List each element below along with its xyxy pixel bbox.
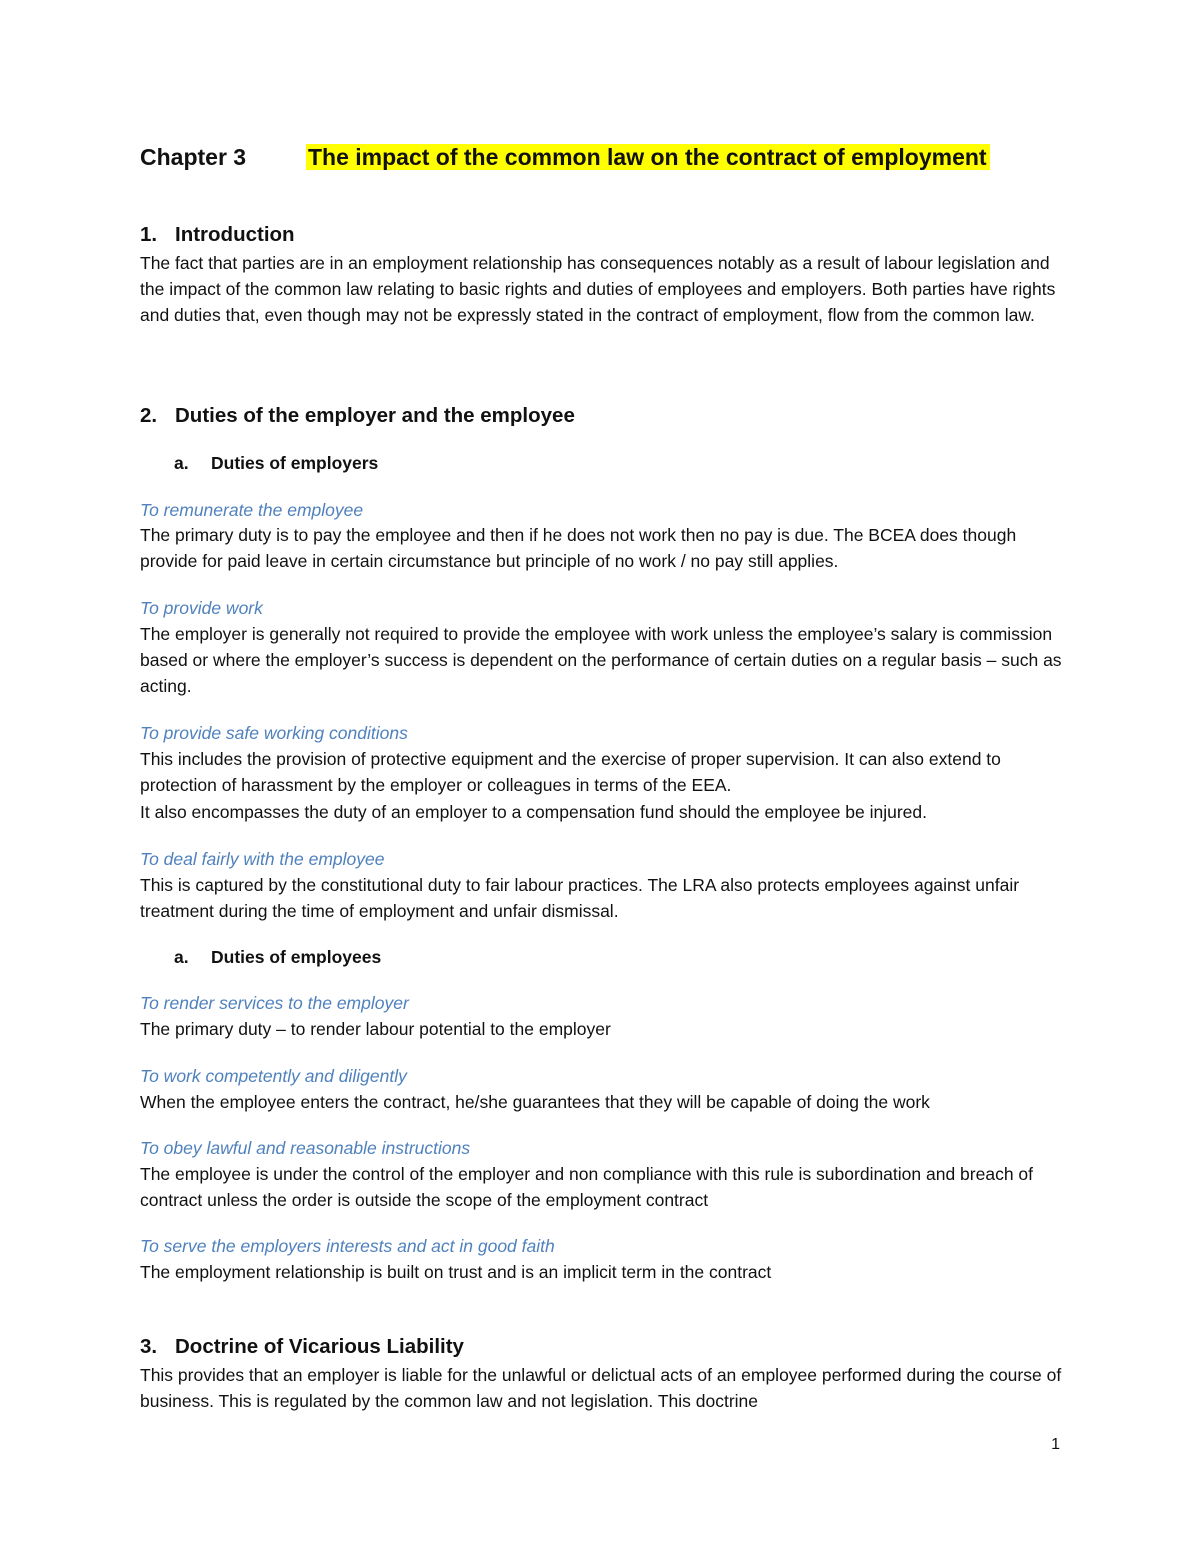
duty-paragraph: The employee is under the control of the employer and non compliance with this rule is subordination and breach of contract unless the order is outside the scope of the employment contract (140, 1164, 1034, 1210)
duty-title: To serve the employers interests and act in good faith (140, 1236, 555, 1256)
duty-paragraph: The employment relationship is built on trust and is an implicit term in the contract (140, 1262, 772, 1282)
duty-paragraph-continued: It also encompasses the duty of an employer to a compensation fund should the employee be injured. (140, 802, 928, 822)
section-title: Duties of the employer and the employee (175, 404, 575, 427)
duty-paragraph: When the employee enters the contract, he/she guarantees that they will be capable of doing the work (140, 1092, 930, 1112)
section-number: 3. (140, 1335, 158, 1358)
section-heading-introduction (140, 221, 1070, 249)
section-title: Doctrine of Vicarious Liability (175, 1335, 464, 1358)
chapter-heading (140, 141, 1070, 173)
duty-title: To provide safe working conditions (140, 723, 408, 743)
subsection-title: Duties of employers (211, 453, 379, 473)
duty-title: To provide work (140, 598, 263, 618)
section-heading-vicarious-liability (140, 1333, 1070, 1361)
duty-title: To obey lawful and reasonable instructions (140, 1138, 471, 1158)
chapter-title: The impact of the common law on the contract of employment (306, 144, 990, 170)
duty-paragraph: This includes the provision of protective equipment and the exercise of proper supervision. It can also extend to protection of harassment by the employer or colleagues in terms of the EEA. (140, 749, 1001, 795)
duty-title: To render services to the employer (140, 993, 409, 1013)
section-title: Introduction (175, 223, 295, 246)
section-number: 1. (140, 223, 158, 246)
duty-paragraph: The primary duty is to pay the employee and then if he does not work then no pay is due. The BCEA does though provide for paid leave in certain circumstance but principle of no work / no pay still applies. (140, 525, 1017, 571)
subsection-letter: a. (174, 947, 189, 967)
vicarious-liability-paragraph: This provides that an employer is liable for the unlawful or delictual acts of an employee performed during the course of business. This is regulated by the common law and not legislation. This doctrine (140, 1365, 1062, 1411)
subsection-heading-employees (140, 944, 1104, 970)
page-number: 1 (1051, 1436, 1060, 1453)
subsection-letter: a. (174, 453, 189, 473)
subsection-heading-employers (140, 450, 1104, 476)
section-heading-duties (140, 402, 1070, 430)
duty-title: To deal fairly with the employee (140, 849, 385, 869)
duty-title: To work competently and diligently (140, 1066, 407, 1086)
section-number: 2. (140, 404, 158, 427)
introduction-paragraph: The fact that parties are in an employment relationship has consequences notably as a result of labour legislation and the impact of the common law relating to basic rights and duties of employees and employers. Both parties have rights and duties that, even though may not be expressly stated in the contract of employment, flow from the common law. (140, 253, 1056, 325)
duty-paragraph: The primary duty – to render labour potential to the employer (140, 1019, 611, 1039)
duty-title: To remunerate the employee (140, 500, 364, 520)
duty-paragraph: The employer is generally not required to provide the employee with work unless the employee’s salary is commission based or where the employer’s success is dependent on the performance of certain duties on a regular basis – such as acting. (140, 624, 1062, 696)
chapter-label: Chapter 3 (140, 144, 247, 170)
duty-paragraph: This is captured by the constitutional duty to fair labour practices. The LRA also protects employees against unfair treatment during the time of employment and unfair dismissal. (140, 875, 1020, 921)
subsection-title: Duties of employees (211, 947, 382, 967)
